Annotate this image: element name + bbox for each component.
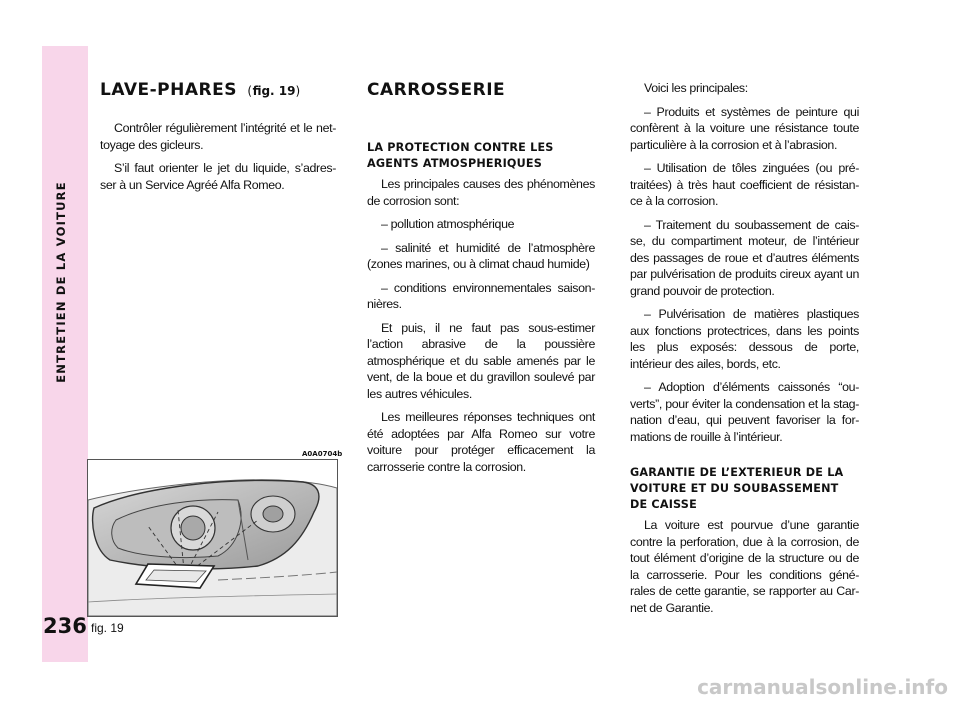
heading-paren-close: ) bbox=[295, 84, 301, 98]
paragraph: – Adoption d’éléments caissonés “ou-verts”, pour éviter la condensation et la stag-nation d’eau, qui peuvent favoriser la for-mations de rouille à l’intérieur. bbox=[630, 380, 859, 444]
headlamp-illustration bbox=[88, 460, 337, 616]
column-carrosserie bbox=[367, 80, 595, 482]
column-protections-list bbox=[630, 80, 859, 623]
heading-fig-ref: fig. 19 bbox=[252, 84, 296, 98]
figure-code: A0A0704b bbox=[302, 450, 343, 458]
paragraph: La voiture est pourvue d’une garantie contre la perforation, due à la corrosion, de tout élément d’origine de la structure ou de la carrosserie. Pour les conditions géné-rales de cette garantie, se rapporter au Car-net de Garantie. bbox=[630, 518, 859, 615]
paragraph: S’il faut orienter le jet du liquide, s’adres-ser à un Service Agréé Alfa Romeo. bbox=[100, 161, 336, 192]
subheading-protection: LA PROTECTION CONTRE LES AGENTS ATMOSPHERIQUES bbox=[367, 141, 554, 170]
heading-paren-open: ( bbox=[247, 84, 253, 98]
paragraph: Contrôler régulièrement l’intégrité et le net-toyage des gicleurs. bbox=[100, 121, 336, 152]
paragraph: Voici les principales: bbox=[644, 81, 748, 95]
paragraph: – Traitement du soubassement de cais-se, du compartiment moteur, de l’intérieur des passages de roue et d’autres éléments par pulvérisation de produits cireux ayant un grand pouvoir de protection. bbox=[630, 217, 859, 298]
section-title: ENTRETIEN DE LA VOITURE bbox=[54, 181, 68, 383]
paragraph: Et puis, il ne faut pas sous-estimer l’action abrasive de la poussière atmosphérique et du sable amenés par le vent, de la boue et du gravillon soulevé par les autres véhicules. bbox=[367, 320, 595, 401]
heading-lave-phares bbox=[100, 80, 336, 100]
paragraph: – Produits et systèmes de peinture qui confèrent à la voiture une résistance toute particulière à la corrosion et à l’abrasion. bbox=[630, 104, 859, 152]
subheading-garantie: GARANTIE DE L’EXTERIEUR DE LA VOITURE ET DU SOUBASSEMENT DE CAISSE bbox=[630, 466, 844, 511]
paragraph: Les meilleures réponses techniques ont été adoptées par Alfa Romeo sur votre voiture pour protéger efficacement la carrosserie contre la corrosion. bbox=[367, 410, 595, 474]
paragraph: – conditions environnementales saison-nières. bbox=[367, 280, 595, 311]
heading-text: LAVE-PHARES bbox=[100, 80, 237, 100]
paragraph: – Utilisation de tôles zinguées (ou pré-traitées) à très haut coefficient de résistan-ce à la corrosion. bbox=[630, 161, 859, 208]
page-number: 236 bbox=[43, 614, 87, 638]
paragraph: – pollution atmosphérique bbox=[381, 217, 515, 231]
figure-caption: fig. 19 bbox=[91, 621, 124, 635]
watermark: carmanualsonline.info bbox=[697, 675, 948, 699]
paragraph: – Pulvérisation de matières plastiques aux fonctions protectrices, dans les points les plus exposés: dessous de porte, intérieur des ailes, bords, etc. bbox=[630, 307, 859, 371]
figure-headlamp-washer bbox=[87, 459, 338, 617]
column-lave-phares bbox=[100, 80, 336, 200]
paragraph: – salinité et humidité de l’atmosphère (zones marines, ou à climat chaud humide) bbox=[367, 240, 595, 271]
heading-carrosserie: CARROSSERIE bbox=[367, 80, 506, 100]
paragraph: Les principales causes des phénomènes de corrosion sont: bbox=[367, 177, 595, 208]
